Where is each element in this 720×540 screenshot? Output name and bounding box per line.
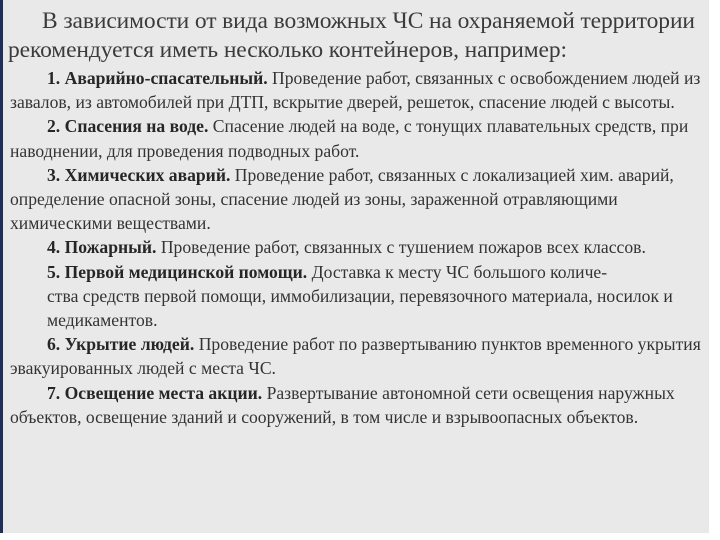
item-number: 5. xyxy=(47,261,61,282)
item-number: 4. xyxy=(47,237,61,258)
item-description: Проведение работ, связанных с освобождением людей из завалов, из автомобилей при ДТП, вскрытие дверей, решеток, спасение людей с высоты. xyxy=(10,68,701,113)
item-description: Проведение работ, связанных с локализацией хим. аварий, определение опасной зоны, спасение людей из зоны, зараженной отравляющими химическими веществами. xyxy=(10,164,674,234)
item-description: Развертывание автономной сети освещения наружных объектов, освещение зданий и сооружений, в том числе и взрывоопасных объектов. xyxy=(10,382,675,427)
list-item-4 xyxy=(10,235,710,259)
intro-paragraph: В зависимости от вида возможных ЧС на охраняемой территории рекомендуется иметь несколько контейнеров, например: xyxy=(8,8,695,63)
page-margin-right xyxy=(709,0,720,540)
item-number: 6. xyxy=(47,334,61,355)
list-item-3 xyxy=(10,163,710,236)
item-description-continued: ства средств первой помощи, иммобилизации, перевязочного материала, носилок и медикаментов. xyxy=(47,285,673,331)
item-heading: Освещение места акции. xyxy=(64,382,263,403)
container-list xyxy=(10,66,710,429)
item-description: Проведение работ по развертыванию пунктов временного укрытия эвакуированных людей с места ЧС. xyxy=(10,334,701,379)
item-heading: Аварийно-спасательный. xyxy=(64,68,268,88)
item-description: Спасение людей на воде, с тонущих плавательных средств, при наводнении, для проведения подводных работ. xyxy=(10,116,689,161)
list-item-5 xyxy=(10,260,710,333)
list-item-7 xyxy=(10,381,710,429)
item-heading: Пожарный. xyxy=(64,237,157,258)
item-number: 7. xyxy=(47,382,61,403)
item-heading: Химических аварий. xyxy=(64,164,231,185)
item-heading: Первой медицинской помощи. xyxy=(64,261,308,282)
item-number: 3. xyxy=(47,164,61,185)
page-margin-bottom xyxy=(0,533,709,540)
list-item-6 xyxy=(10,332,710,380)
item-number: 2. xyxy=(47,116,61,137)
list-item-1 xyxy=(10,66,710,114)
item-heading: Спасения на воде. xyxy=(64,116,209,137)
list-item-2 xyxy=(10,114,710,162)
item-number: 1. xyxy=(47,68,61,88)
item-heading: Укрытие людей. xyxy=(64,334,195,355)
item-description: Доставка к месту ЧС большого количе- xyxy=(311,261,608,282)
item-description: Проведение работ, связанных с тушением пожаров всех классов. xyxy=(160,237,646,258)
